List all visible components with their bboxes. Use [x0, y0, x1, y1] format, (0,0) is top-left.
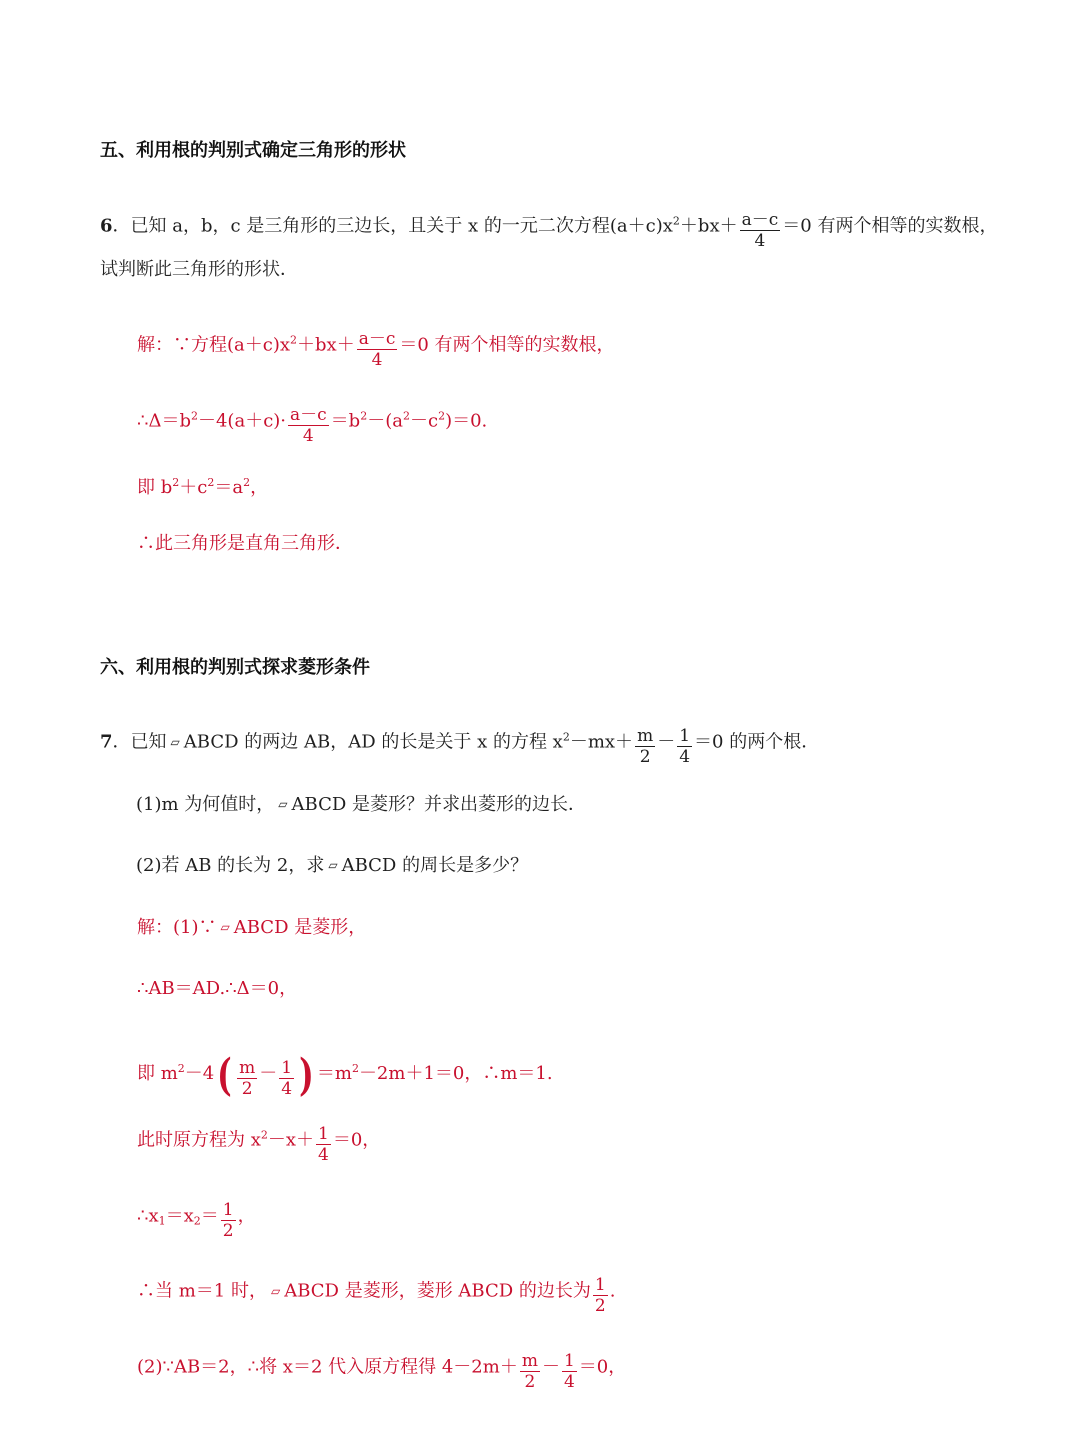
fraction — [221, 1200, 236, 1241]
solution-7-line-6 — [137, 1271, 616, 1316]
text: ABCD 的周长是多少？ — [341, 855, 529, 876]
problem-7-question-2 — [136, 853, 528, 878]
numerator: m — [521, 1351, 538, 1371]
exponent: 2 — [351, 1062, 359, 1075]
fraction — [288, 405, 329, 446]
numerator: m — [239, 1057, 256, 1078]
fraction — [279, 1058, 294, 1099]
text: ．已知 a，b，c 是三角形的三边长，且关于 x 的一元二次方程(a＋c)x — [112, 215, 673, 237]
solution-7-line-7 — [137, 1347, 627, 1392]
text: ．已知 — [112, 731, 167, 753]
exponent: 2 — [172, 476, 180, 489]
text: ＝x — [165, 1205, 194, 1227]
text: ＝b — [330, 410, 361, 432]
numerator: 1 — [222, 1200, 234, 1220]
solution-6-line-3 — [137, 471, 268, 500]
numerator: m — [637, 726, 654, 746]
text: － — [541, 1356, 560, 1378]
text: ABCD 的两边 AB，AD 的长是关于 x 的方程 x — [183, 731, 563, 753]
text: －x＋ — [267, 1129, 315, 1151]
problem-7-stem — [100, 722, 820, 767]
denominator: 4 — [754, 231, 766, 251]
problem-6-line-1 — [100, 206, 998, 251]
exponent: 2 — [260, 1128, 268, 1142]
denominator: 4 — [371, 350, 383, 370]
text: 解：(1)∵ — [137, 917, 217, 938]
exponent: 2 — [290, 333, 298, 347]
right-paren: ) — [299, 1050, 314, 1101]
subscript: 1 — [158, 1214, 166, 1228]
text: ＋bx＋ — [679, 215, 738, 237]
problem-number: 6 — [100, 215, 113, 237]
text: －4 — [184, 1063, 215, 1084]
solution-7-line-3 — [137, 1050, 553, 1101]
solution-7-line-2: ∴AB＝AD.∴Δ＝0， — [137, 978, 298, 999]
text: . — [609, 1280, 616, 1302]
parallelogram-icon: ▱ — [270, 1283, 281, 1298]
problem-6-line-2: 试判断此三角形的形状． — [100, 259, 298, 280]
text: )＝0. — [445, 410, 488, 432]
fraction — [635, 726, 655, 767]
fraction — [593, 1275, 608, 1316]
text: －mx＋ — [569, 731, 634, 753]
fraction — [520, 1351, 540, 1392]
text: ＝0， — [332, 1129, 381, 1151]
text: 解：∵方程(a＋c)x — [137, 334, 291, 356]
denominator: 2 — [241, 1078, 253, 1099]
exponent: 2 — [177, 1062, 185, 1075]
parallelogram-icon: ▱ — [220, 920, 230, 934]
section-heading-6: 六、利用根的判别式探求菱形条件 — [100, 657, 370, 678]
text: －2m＋1＝0，∴m＝1. — [358, 1063, 553, 1084]
solution-7-line-1 — [137, 915, 366, 940]
text: ＋bx＋ — [297, 334, 355, 356]
exponent: 2 — [190, 409, 198, 423]
text: ABCD 是菱形， — [233, 917, 367, 938]
parallelogram-icon: ▱ — [278, 797, 288, 811]
text: ＝0， — [578, 1356, 627, 1378]
exponent: 2 — [207, 476, 215, 489]
numerator: 1 — [281, 1057, 293, 1078]
text: － — [259, 1063, 278, 1084]
text: ＝0 有两个相等的实数根， — [782, 215, 998, 237]
parallelogram-icon: ▱ — [170, 734, 180, 749]
denominator: 4 — [679, 747, 691, 767]
fraction — [677, 726, 692, 767]
text: ABCD 是菱形，菱形 ABCD 的边长为 — [284, 1280, 591, 1302]
text: ， — [250, 477, 269, 498]
text: ＝0 有两个相等的实数根， — [399, 334, 615, 356]
text: ＝ — [200, 1205, 219, 1227]
denominator: 4 — [318, 1145, 329, 1165]
fraction — [562, 1351, 577, 1392]
solution-6-line-1 — [137, 325, 615, 370]
text: 即 m — [137, 1063, 178, 1084]
fraction — [237, 1058, 257, 1099]
exponent: 2 — [243, 476, 251, 489]
exponent: 2 — [402, 409, 410, 423]
solution-7-line-5 — [137, 1196, 256, 1241]
numerator: a－c — [290, 405, 327, 425]
exponent: 2 — [562, 730, 570, 744]
denominator: 4 — [302, 426, 314, 446]
problem-7-question-1 — [136, 792, 586, 817]
text: ＋c — [179, 477, 208, 498]
text: (2)∵AB＝2，∴将 x＝2 代入原方程得 4－2m＋ — [137, 1356, 518, 1378]
numerator: 1 — [563, 1351, 575, 1371]
text: －4(a＋c)· — [197, 410, 287, 432]
numerator: 1 — [594, 1275, 606, 1295]
text: ∴x — [137, 1205, 159, 1227]
denominator: 4 — [281, 1078, 293, 1099]
exponent: 2 — [438, 409, 446, 423]
denominator: 2 — [594, 1296, 606, 1316]
denominator: 2 — [222, 1221, 234, 1241]
denominator: 4 — [563, 1372, 575, 1392]
text: (2)若 AB 的长为 2，求 — [136, 855, 325, 876]
text: －(a — [367, 410, 403, 432]
text: ∴当 m＝1 时， — [137, 1280, 267, 1302]
text: ∴Δ＝b — [137, 410, 191, 432]
text: － — [657, 731, 676, 753]
parallelogram-icon: ▱ — [328, 858, 338, 872]
numerator: 1 — [679, 726, 691, 746]
text: －c — [409, 410, 439, 432]
exponent: 2 — [672, 214, 680, 228]
solution-6-line-2 — [137, 401, 488, 446]
solution-6-line-4: ∴此三角形是直角三角形． — [137, 533, 353, 554]
numerator: a－c — [741, 210, 779, 230]
fraction — [740, 210, 781, 251]
text: (1)m 为何值时， — [136, 794, 275, 815]
text: ＝a — [214, 477, 244, 498]
exponent: 2 — [360, 409, 368, 423]
text: 即 b — [137, 477, 173, 498]
denominator: 2 — [524, 1372, 536, 1392]
section-heading-5: 五、利用根的判别式确定三角形的形状 — [100, 140, 406, 161]
numerator: a－c — [358, 329, 396, 349]
fraction — [357, 329, 398, 370]
left-paren: ( — [217, 1050, 232, 1101]
fraction — [316, 1124, 331, 1165]
subscript: 2 — [193, 1214, 201, 1228]
text: 此时原方程为 x — [137, 1129, 261, 1151]
text: ＝m — [316, 1063, 352, 1084]
problem-number: 7 — [100, 731, 113, 753]
text: ＝0 的两个根． — [694, 731, 820, 753]
denominator: 2 — [639, 747, 651, 767]
text: ， — [237, 1205, 256, 1227]
text: ABCD 是菱形？并求出菱形的边长． — [291, 794, 587, 815]
numerator: 1 — [318, 1124, 329, 1144]
solution-7-line-4 — [137, 1120, 381, 1165]
